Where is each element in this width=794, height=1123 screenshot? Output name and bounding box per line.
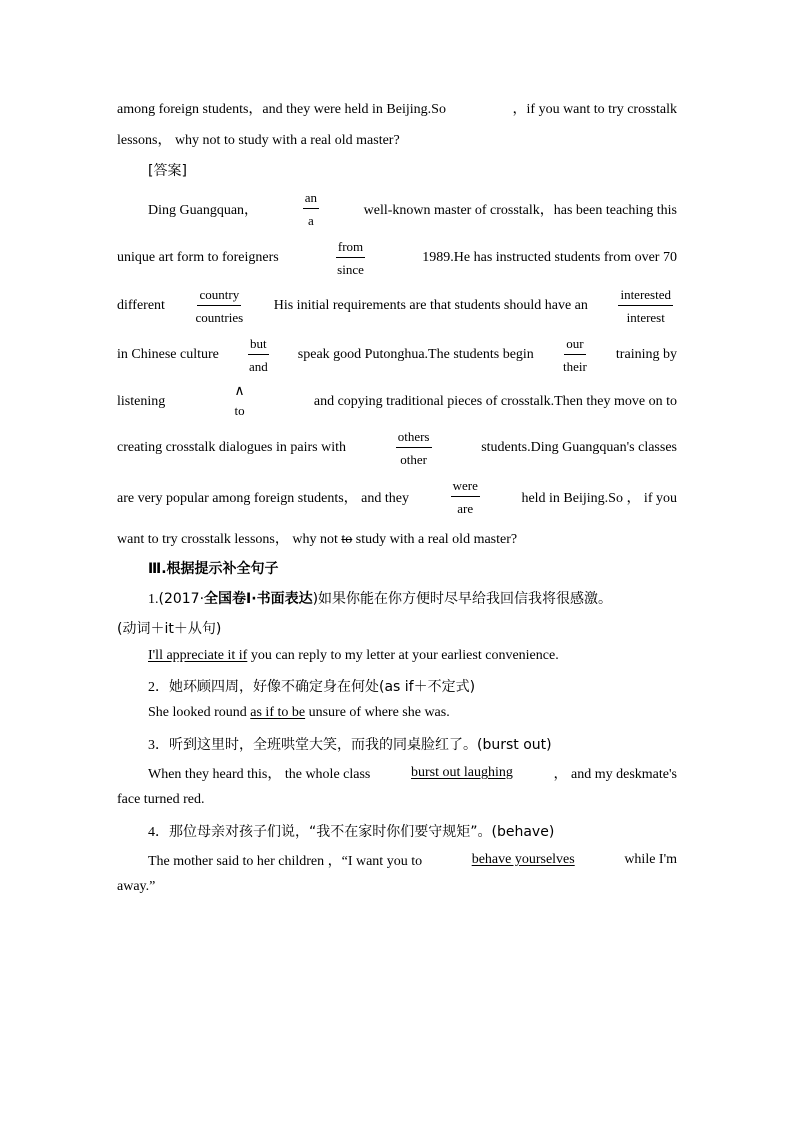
correction-original: an [303,190,319,209]
intro-text-1b: ，if you want to try crosstalk [512,102,677,117]
answer-text: students.Ding Guangquan's classes [481,440,677,455]
insertion-mark [234,385,244,419]
question-text: 她环顾四周，好像不确定身在何处 [169,679,379,695]
answer-blank: I'll appreciate it if [148,648,248,663]
answer-line-3 [117,287,677,325]
correction-mark [451,478,480,517]
correction-mark [396,429,432,468]
question-number: 4． [148,825,169,840]
answer-4 [148,850,677,870]
answer-text: held in Beijing.So ， if you [521,491,677,506]
question-number: 3． [148,738,169,753]
answer-3 [148,763,677,783]
answer-line-1 [148,190,677,228]
correction-original: others [396,429,432,448]
answer-before: She looked round [148,705,247,720]
answer-text: in Chinese culture [117,347,219,362]
correction-mark [196,287,244,326]
correction-fix: a [307,212,314,228]
answer-1 [148,648,677,664]
answer-text: well-known master of crosstalk，has been teaching this [363,203,677,218]
answer-text: training by [615,347,677,362]
correction-original: interested [618,287,673,306]
correction-original: were [451,478,480,497]
correction-original: from [336,239,365,258]
question-3-prompt [148,734,677,754]
answer-text: different [117,298,165,313]
question-hint: (as if＋不定式) [379,679,476,695]
answer-4-line-2: away.” [117,879,156,894]
answer-blank: burst out laughing [411,765,513,780]
question-source: (2017· [158,591,205,607]
intro-text-1a: among foreign students，and they were held in Beijing.So [117,102,446,117]
answer-text: unique art form to foreigners [117,250,279,265]
answer-rest: ， and my deskmate's [553,767,677,782]
correction-fix: and [248,358,268,374]
answer-line-4 [117,336,677,374]
answer-line-5 [117,383,677,421]
answer-line-8 [117,528,677,548]
correction-fix: their [562,358,587,374]
caret-icon: ∧ [234,384,245,399]
answer-text: Ding Guangquan， [148,203,259,218]
answer-line-6 [117,429,677,467]
correction-mark [336,239,365,278]
answer-text: and copying traditional pieces of crosstalk.Then they move on to [313,394,677,409]
correction-fix: are [457,500,474,516]
answer-rest: unsure of where she was. [308,705,450,720]
answer-line-7 [117,478,677,516]
answer-2 [148,705,677,721]
correction-original: country [197,287,241,306]
question-source-exam: 全国卷Ⅰ·书面表达 [204,591,313,607]
answer-text: study with a real old master? [355,532,518,547]
answer-text: His initial requirements are that students should have an [273,298,588,313]
correction-fix: since [337,261,364,277]
correction-original: but [248,336,269,355]
deleted-word: to [341,532,353,547]
question-number: 1. [148,592,159,607]
intro-line-2: lessons， why not to study with a real old master? [117,133,400,148]
answer-text: want to try crosstalk lessons， why not [117,532,338,547]
question-hint: (burst out) [477,737,552,753]
correction-mark [248,336,269,375]
answer-text: 1989.He has instructed students from over 70 [422,250,677,265]
answer-label: [答案] [148,163,187,179]
intro-line-1 [117,98,677,118]
question-2-prompt [148,676,677,696]
question-text: 听到这里时，全班哄堂大笑，而我的同桌脸红了。 [169,737,477,753]
correction-mark [303,190,319,229]
answer-rest: while I'm [624,852,677,867]
section-title: Ⅲ.根据提示补全句子 [148,561,279,577]
correction-mark [563,336,587,375]
answer-blank: as if to be [250,705,306,720]
question-1-prompt [148,588,677,608]
question-text: )如果你能在你方便时尽早给我回信我将很感激。 [312,591,613,607]
answer-text: creating crosstalk dialogues in pairs with [117,440,346,455]
answer-before: When they heard this， the whole class [148,767,371,782]
correction-fix: countries [195,309,244,325]
question-1-hint: (动词＋it＋从句) [117,621,222,637]
correction-original: our [564,336,585,355]
correction-fix: other [400,451,427,467]
question-4-prompt [148,821,677,841]
answer-text: listening [117,394,166,409]
answer-text: are very popular among foreign students， and they [117,491,409,506]
answer-3-line-2: face turned red. [117,792,205,807]
question-hint: (behave) [491,824,555,840]
correction-mark [618,287,673,326]
answer-rest: you can reply to my letter at your earliest convenience. [250,648,559,663]
correction-fix: interest [626,309,665,325]
question-text: 那位母亲对孩子们说，“我不在家时你们要守规矩”。 [169,824,492,840]
answer-before: The mother said to her children ，“I want you to [148,854,423,869]
question-number: 2． [148,680,169,695]
answer-text: speak good Putonghua.The students begin [297,347,534,362]
correction-fix: to [234,403,245,418]
answer-blank: behave yourselves [471,852,575,867]
answer-line-2 [117,239,677,277]
